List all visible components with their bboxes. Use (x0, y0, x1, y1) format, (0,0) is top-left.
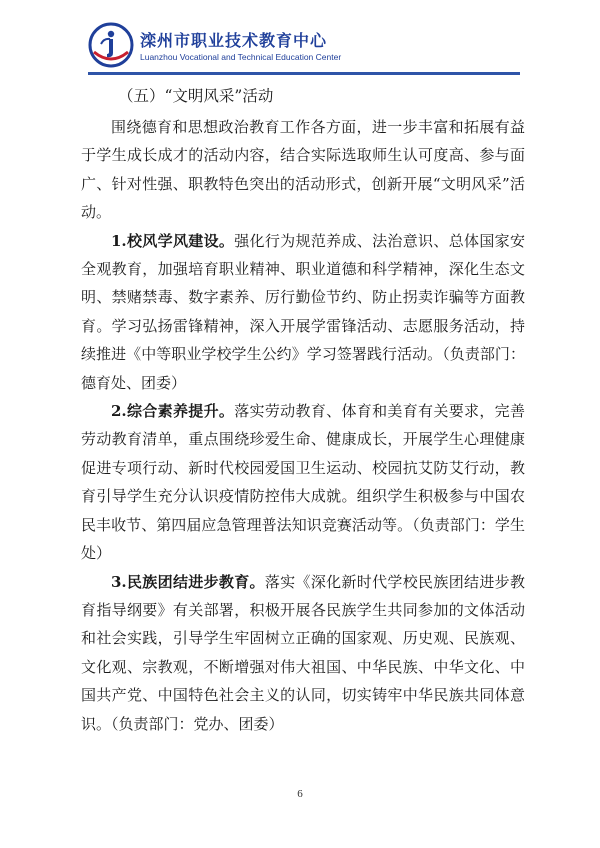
intro-paragraph: 围绕德育和思想政治教育工作各方面，进一步丰富和拓展有益于学生成长成才的活动内容，结合实际选取师生认可度高、参与面广、针对性强、职教特色突出的活动形式，创新开展“文明风采”活动。 (81, 118, 525, 222)
item-heading: 1.校风学风建设。 (111, 231, 235, 250)
item-heading: 2.综合素养提升。 (111, 402, 235, 421)
item-body: 落实《深化新时代学校民族团结进步教育指导纲要》有关部署，积极开展各民族学生共同参加的文体活动和社会实践，引导学生牢固树立正确的国家观、历史观、民族观、文化观、宗教观，不断增强对伟大祖国、中华民族、中华文化、中国共产党、中国特色社会主义的认同，切实铸牢中华民族共同体意识。（负责部门：党办、团委） (81, 572, 525, 733)
document-body (81, 82, 525, 738)
item-heading: 3.民族团结进步教育。 (111, 572, 265, 591)
item-paragraph (81, 568, 525, 738)
item-body: 强化行为规范养成、法治意识、总体国家安全观教育，加强培育职业精神、职业道德和科学精神，深化生态文明、禁赌禁毒、数字素养、厉行勤俭节约、防止拐卖诈骗等方面教育。学习弘扬雷锋精神，深入开展学雷锋活动、志愿服务活动，持续推进《中等职业学校学生公约》学习签署践行活动。（负责部门：德育处、团委） (81, 231, 525, 392)
item-paragraph (81, 227, 525, 397)
document-header (88, 22, 518, 74)
org-name-cn: 滦州市职业技术教育中心 (140, 31, 328, 50)
item-paragraph (81, 397, 525, 567)
section-title: （五）“文明风采”活动 (118, 87, 274, 105)
item-body: 落实劳动教育、体育和美育有关要求，完善劳动教育清单，重点围绕珍爱生命、健康成长，开展学生心理健康促进专项行动、新时代校园爱国卫生运动、校园抗艾防艾行动，教育引导学生充分认识疫情防控伟大成就。组织学生积极参与中国农民丰收节、第四届应急管理普法知识竞赛活动等。（负责部门：学生处） (81, 402, 525, 563)
org-name-en: Luanzhou Vocational and Technical Education Center (140, 52, 342, 62)
header-divider (88, 72, 520, 75)
page-number: 6 (297, 788, 303, 800)
school-logo-icon (88, 22, 134, 68)
